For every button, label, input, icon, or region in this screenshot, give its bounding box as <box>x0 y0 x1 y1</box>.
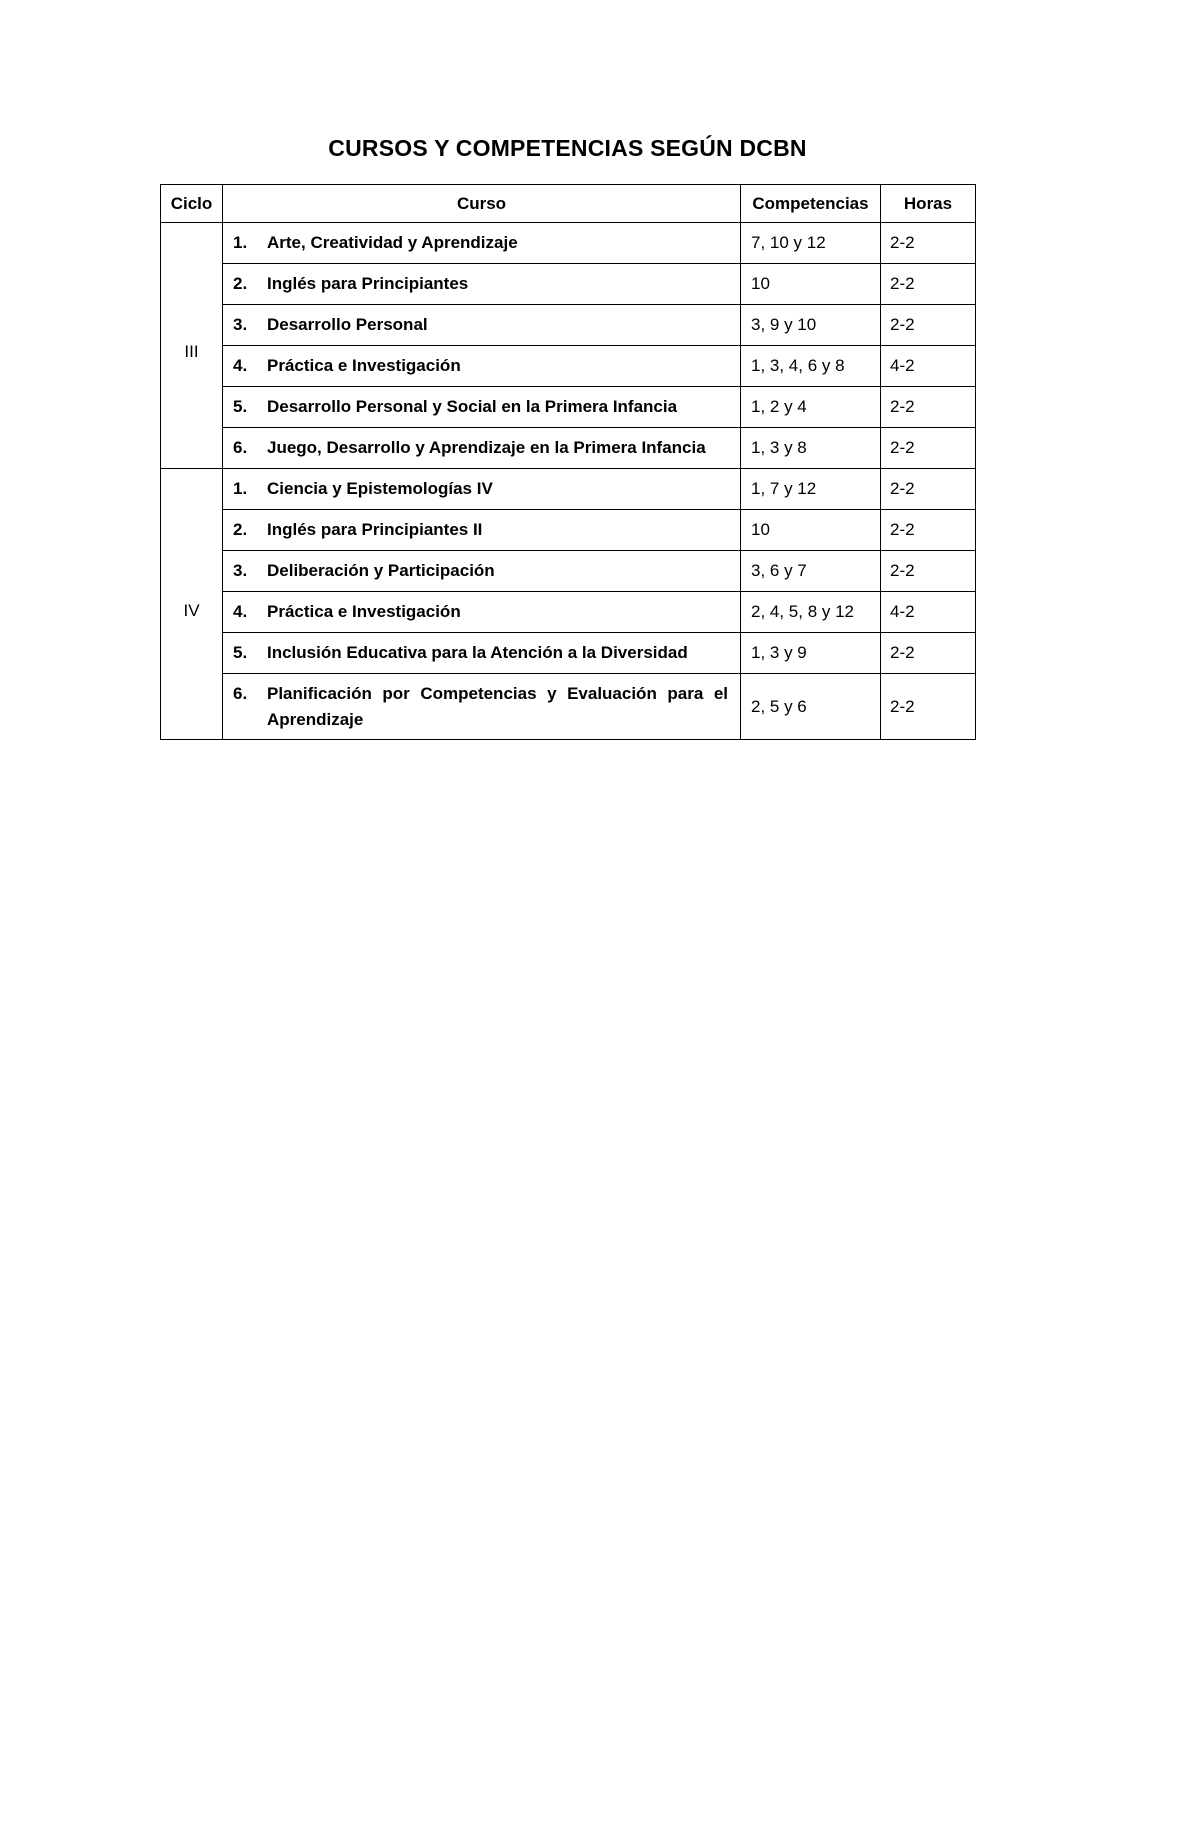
competencias-cell: 1, 3 y 9 <box>741 633 881 674</box>
curso-cell <box>223 305 741 346</box>
curso-number: 1. <box>233 479 248 499</box>
curso-number: 4. <box>233 602 248 622</box>
ciclo-label: III <box>161 223 223 469</box>
curso-cell <box>223 633 741 674</box>
table-row <box>161 592 976 633</box>
competencias-cell: 10 <box>741 510 881 551</box>
curso-name: Planificación por Competencias y Evaluación para el Aprendizaje <box>267 684 728 729</box>
curso-number: 1. <box>233 233 248 253</box>
competencias-cell: 10 <box>741 264 881 305</box>
curso-number: 3. <box>233 561 248 581</box>
curso-cell <box>223 346 741 387</box>
curso-name: Inclusión Educativa para la Atención a la Diversidad <box>267 643 688 663</box>
horas-cell: 2-2 <box>881 551 976 592</box>
curso-name: Arte, Creatividad y Aprendizaje <box>267 233 518 253</box>
curso-name: Juego, Desarrollo y Aprendizaje en la Primera Infancia <box>267 438 706 458</box>
curso-name: Desarrollo Personal y Social en la Primera Infancia <box>267 397 678 417</box>
curso-name: Inglés para Principiantes <box>267 274 469 294</box>
table-header-row <box>161 185 976 223</box>
course-table-body <box>161 223 976 740</box>
table-row <box>161 428 976 469</box>
page-title: CURSOS Y COMPETENCIAS SEGÚN DCBN <box>328 135 807 161</box>
curso-cell <box>223 510 741 551</box>
courses-table <box>160 184 976 740</box>
table-row <box>161 346 976 387</box>
curso-cell <box>223 264 741 305</box>
horas-cell: 2-2 <box>881 428 976 469</box>
curso-number: 2. <box>233 520 248 540</box>
horas-cell: 2-2 <box>881 510 976 551</box>
horas-cell: 4-2 <box>881 346 976 387</box>
curso-number: 5. <box>233 397 248 417</box>
curso-name: Práctica e Investigación <box>267 356 461 376</box>
horas-cell: 2-2 <box>881 674 976 740</box>
horas-cell: 4-2 <box>881 592 976 633</box>
competencias-cell: 1, 3 y 8 <box>741 428 881 469</box>
horas-cell: 2-2 <box>881 223 976 264</box>
table-row <box>161 551 976 592</box>
competencias-cell: 1, 7 y 12 <box>741 469 881 510</box>
competencias-cell: 3, 9 y 10 <box>741 305 881 346</box>
curso-number: 6. <box>233 684 248 703</box>
table-row <box>161 510 976 551</box>
curso-cell <box>223 551 741 592</box>
header-competencias: Competencias <box>741 185 881 223</box>
competencias-cell: 1, 2 y 4 <box>741 387 881 428</box>
competencias-cell: 1, 3, 4, 6 y 8 <box>741 346 881 387</box>
document-page <box>160 135 975 740</box>
curso-name: Deliberación y Participación <box>267 561 495 581</box>
horas-cell: 2-2 <box>881 264 976 305</box>
ciclo-label: IV <box>161 469 223 740</box>
competencias-cell: 3, 6 y 7 <box>741 551 881 592</box>
curso-name: Desarrollo Personal <box>267 315 428 335</box>
table-row <box>161 264 976 305</box>
header-curso: Curso <box>223 185 741 223</box>
curso-number: 4. <box>233 356 248 376</box>
curso-cell <box>223 592 741 633</box>
horas-cell: 2-2 <box>881 633 976 674</box>
competencias-cell: 7, 10 y 12 <box>741 223 881 264</box>
curso-name: Ciencia y Epistemologías IV <box>267 479 493 499</box>
competencias-cell: 2, 4, 5, 8 y 12 <box>741 592 881 633</box>
curso-cell <box>223 428 741 469</box>
curso-cell <box>223 469 741 510</box>
horas-cell: 2-2 <box>881 387 976 428</box>
curso-number: 2. <box>233 274 248 294</box>
curso-number: 6. <box>233 438 248 458</box>
table-row <box>161 387 976 428</box>
horas-cell: 2-2 <box>881 469 976 510</box>
table-row <box>161 469 976 510</box>
curso-name: Práctica e Investigación <box>267 602 461 622</box>
table-row <box>161 674 976 740</box>
table-row <box>161 633 976 674</box>
competencias-cell: 2, 5 y 6 <box>741 674 881 740</box>
curso-cell <box>223 223 741 264</box>
curso-name: Inglés para Principiantes II <box>267 520 483 540</box>
table-row <box>161 223 976 264</box>
curso-number: 5. <box>233 643 248 663</box>
header-ciclo: Ciclo <box>161 185 223 223</box>
header-horas: Horas <box>881 185 976 223</box>
curso-cell <box>223 387 741 428</box>
curso-number: 3. <box>233 315 248 335</box>
table-row <box>161 305 976 346</box>
curso-cell <box>223 674 741 740</box>
horas-cell: 2-2 <box>881 305 976 346</box>
